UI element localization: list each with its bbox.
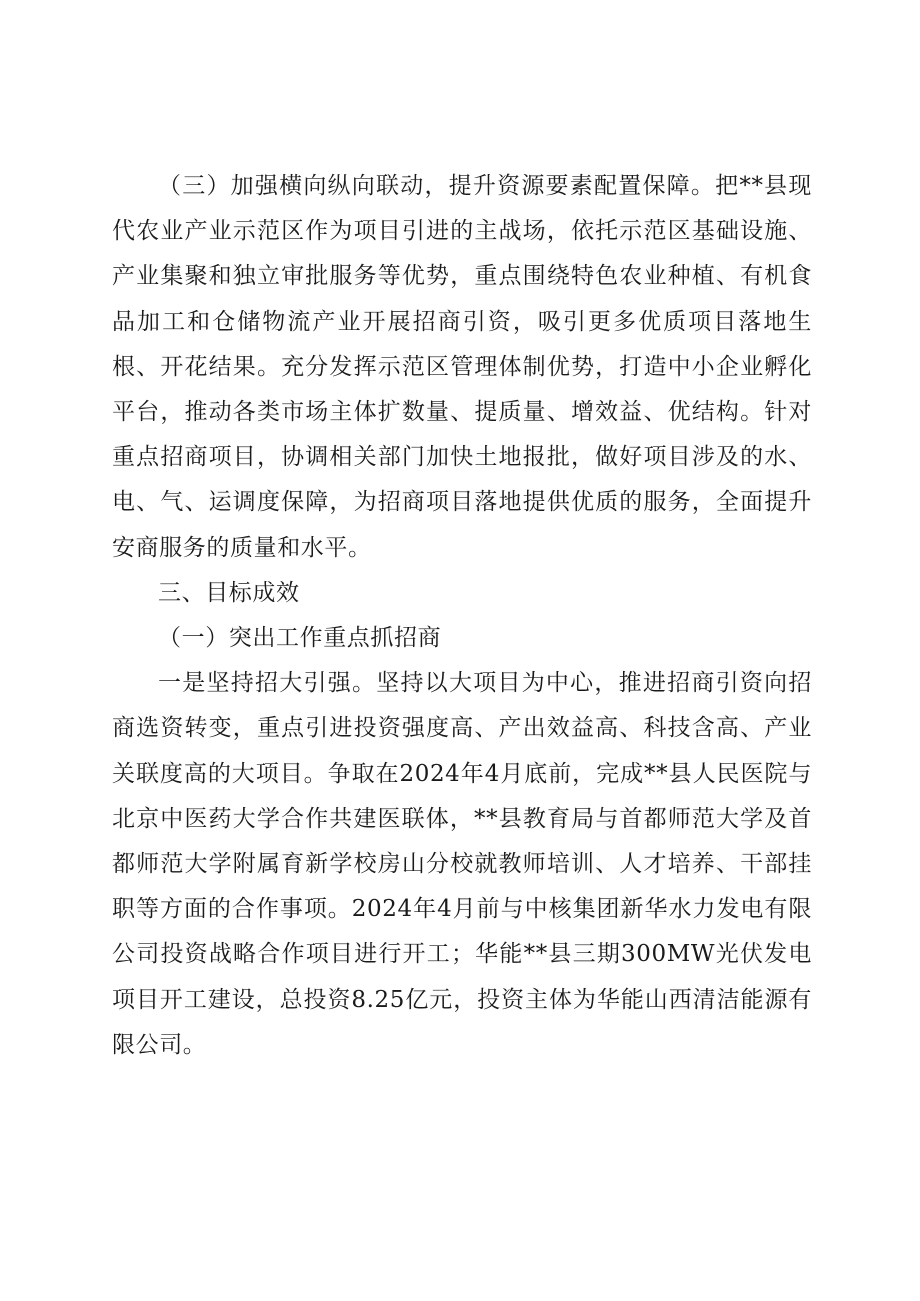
- section-heading-goals: 三、目标成效: [158, 579, 300, 606]
- subsection-heading-investment-focus: （一）突出工作重点抓招商: [158, 625, 442, 652]
- document-body: [112, 164, 812, 1068]
- paragraph-attract-major-projects: 一是坚持招大引强。坚持以大项目为中心，推进招商引资向招商选资转变，重点引进投资强度高、产出效益高、科技含高、产业关联度高的大项目。争取在2024年4月底前，完成**县人民医院与北京中医药大学合作共建医联体，**县教育局与首都师范大学及首都师范大学附属育新学校房山分校就教师培训、人才培养、干部挂职等方面的合作事项。2024年4月前与中核集团新华水力发电有限公司投资战略合作项目进行开工；华能**县三期300MW光伏发电项目开工建设，总投资8.25亿元，投资主体为华能山西清洁能源有限公司。: [112, 670, 812, 1058]
- paragraph-resource-allocation: （三）加强横向纵向联动，提升资源要素配置保障。把**县现代农业产业示范区作为项目引进的主战场，依托示范区基础设施、产业集聚和独立审批服务等优势，重点围绕特色农业种植、有机食品加工和仓储物流产业开展招商引资，吸引更多优质项目落地生根、开花结果。充分发挥示范区管理体制优势，打造中小企业孵化平台，推动各类市场主体扩数量、提质量、增效益、优结构。针对重点招商项目，协调相关部门加快土地报批，做好项目涉及的水、电、气、运调度保障，为招商项目落地提供优质的服务，全面提升安商服务的质量和水平。: [112, 173, 812, 561]
